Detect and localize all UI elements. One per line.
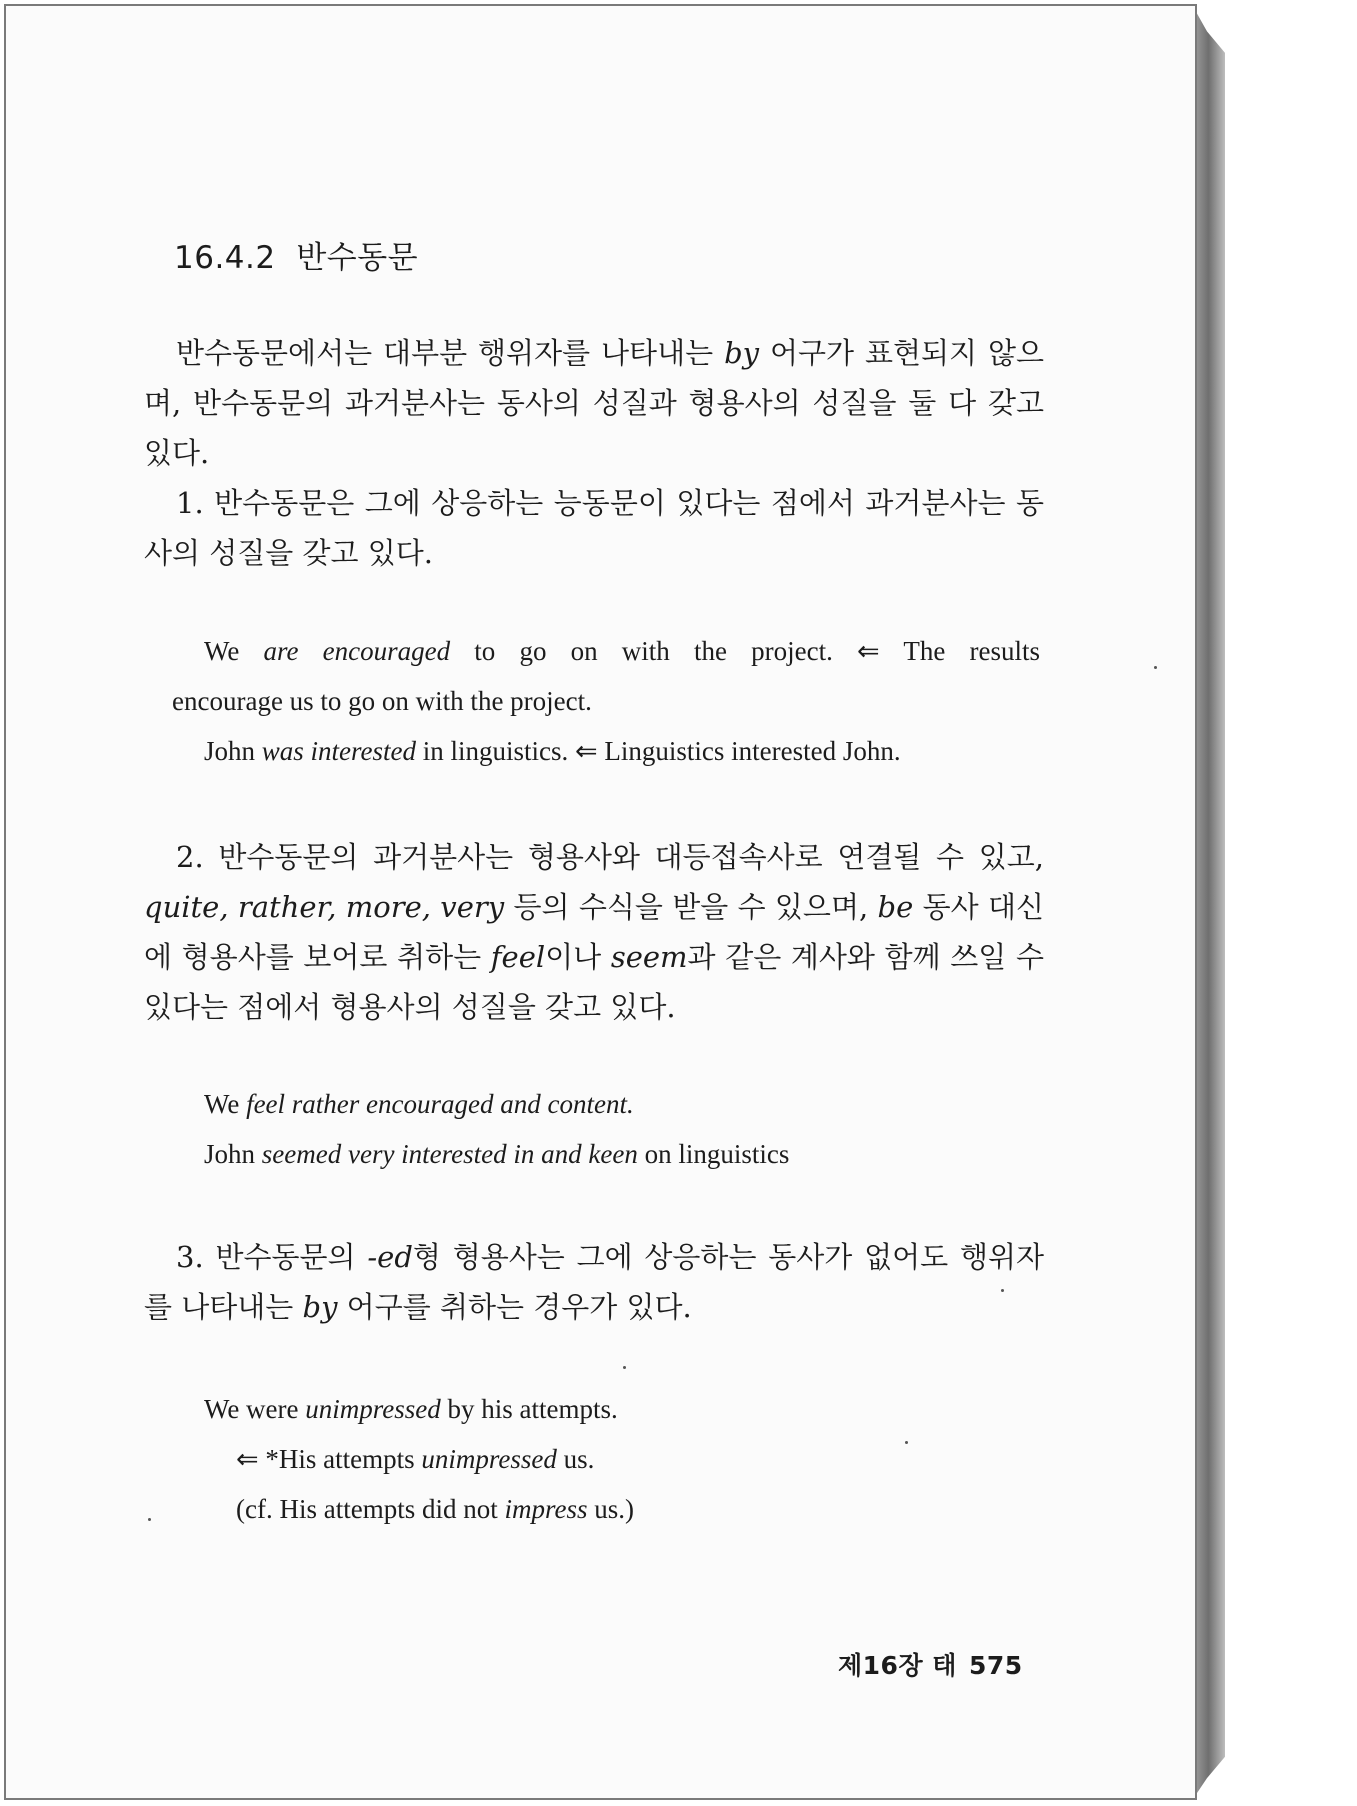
speck-mark xyxy=(623,1366,626,1369)
point-3-paragraph: 3. 반수동문의 -ed형 형용사는 그에 상응하는 동사가 없어도 행위자를 나타내는 by 어구를 취하는 경우가 있다. xyxy=(144,1240,1044,1324)
section-heading xyxy=(174,232,418,277)
page-edge-shadow xyxy=(1195,10,1225,1796)
example-1-line-2: encourage us to go on with the project. xyxy=(172,686,592,716)
page-number: 575 xyxy=(968,1651,1023,1680)
example-3-line-2: ⇐ *His attempts unimpressed us. xyxy=(236,1444,595,1474)
speck-mark xyxy=(1001,1289,1004,1292)
speck-mark xyxy=(148,1518,151,1521)
point-2-paragraph: 2. 반수동문의 과거분사는 형용사와 대등접속사로 연결될 수 있고, quite, rather, more, very 등의 수식을 받을 수 있으며, be 동사 대신에 형용사를 보어로 취하는 feel이나 seem과 같은 계사와 함께 쓰일 수 있다는 점에서 형용사의 성질을 갖고 있다. xyxy=(144,840,1044,1024)
example-2-line-1: We feel rather encouraged and content. xyxy=(204,1089,634,1119)
section-number: 16.4.2 xyxy=(174,240,276,276)
intro-paragraph: 반수동문에서는 대부분 행위자를 나타내는 by 어구가 표현되지 않으며, 반수동문의 과거분사는 동사의 성질과 형용사의 성질을 둘 다 갖고 있다. xyxy=(144,336,1044,470)
point-1-paragraph: 1. 반수동문은 그에 상응하는 능동문이 있다는 점에서 과거분사는 동사의 성질을 갖고 있다. xyxy=(144,486,1044,570)
book-page xyxy=(4,4,1197,1800)
speck-mark xyxy=(1154,666,1157,669)
background-margin xyxy=(1225,0,1357,1806)
example-3-line-3: (cf. His attempts did not impress us.) xyxy=(236,1494,634,1524)
chapter-label: 제16장 태 xyxy=(838,1651,957,1680)
section-title: 반수동문 xyxy=(296,240,419,276)
speck-mark xyxy=(905,1441,908,1444)
example-1-line-3: John was interested in linguistics. ⇐ Linguistics interested John. xyxy=(204,736,901,766)
page-footer xyxy=(838,1646,1023,1682)
example-3-line-1: We were unimpressed by his attempts. xyxy=(204,1394,618,1424)
example-1-line-1: We are encouraged to go on with the project. ⇐ The results xyxy=(204,636,1040,666)
example-2-line-2: John seemed very interested in and keen on linguistics xyxy=(204,1139,790,1169)
